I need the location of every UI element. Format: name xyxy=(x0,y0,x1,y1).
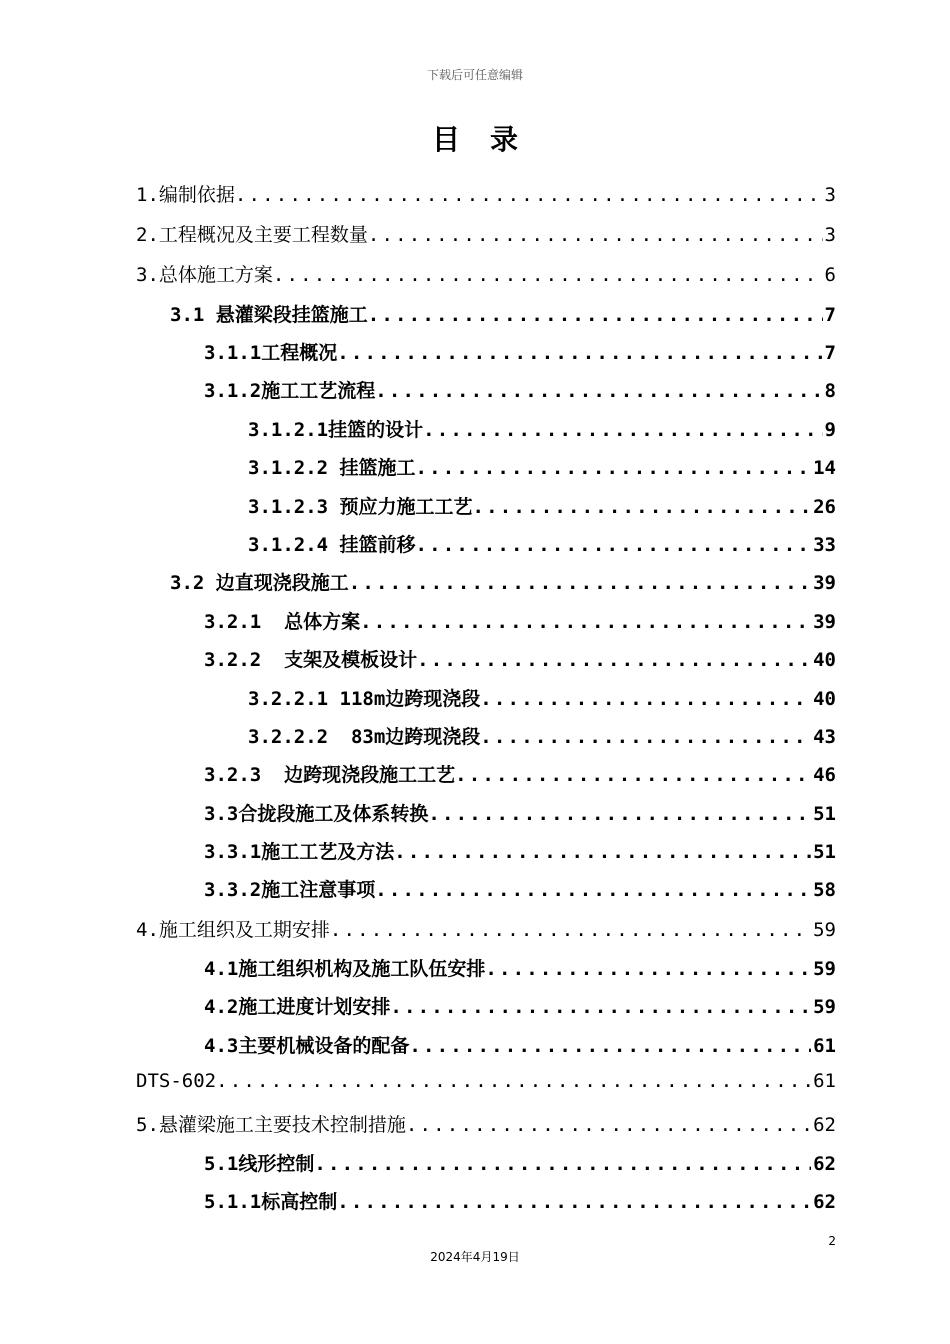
toc-leader xyxy=(416,457,812,479)
toc-entry-label: 3.1.2施工工艺流程 xyxy=(204,380,376,402)
toc-entry-page: 39 xyxy=(813,611,836,633)
toc-leader xyxy=(337,1191,811,1213)
toc-entry-label: 3.3合拢段施工及体系转换 xyxy=(204,803,429,825)
toc-entry-page: 7 xyxy=(824,342,836,364)
toc-entry-page: 61 xyxy=(813,1070,836,1092)
toc-entry[interactable] xyxy=(248,530,836,568)
toc-leader xyxy=(485,958,811,980)
toc-entry[interactable] xyxy=(204,992,836,1030)
toc-entry[interactable] xyxy=(136,180,836,218)
toc-entry-page: 26 xyxy=(813,496,836,518)
toc-entry-label: 3.3.1施工工艺及方法 xyxy=(204,841,395,863)
toc-entry-label: 3.2.2.2 83m边跨现浇段 xyxy=(248,726,481,748)
toc-entry-label: 3.2.2.1 118m边跨现浇段 xyxy=(248,688,481,710)
toc-entry[interactable] xyxy=(204,837,836,875)
toc-entry-label: 3.3.2施工注意事项 xyxy=(204,879,376,901)
toc-leader xyxy=(416,534,812,556)
toc-entry-page: 51 xyxy=(813,803,836,825)
toc-leader xyxy=(337,342,822,364)
toc-entry[interactable] xyxy=(136,260,836,298)
toc-entry-page: 62 xyxy=(813,1114,836,1136)
page-header: 下载后可任意编辑 xyxy=(426,68,523,82)
toc-leader xyxy=(473,496,812,518)
toc-leader xyxy=(375,879,811,901)
toc-leader xyxy=(480,726,811,748)
toc-leader xyxy=(409,1035,811,1057)
toc-entry-label: 5.悬灌梁施工主要技术控制措施 xyxy=(136,1114,406,1136)
toc-entry[interactable] xyxy=(204,338,836,376)
toc-entry-label: 3.1.1工程概况 xyxy=(204,342,338,364)
toc-entry-page: 59 xyxy=(813,919,836,941)
toc-entry-label: 4.2施工进度计划安排 xyxy=(204,996,391,1018)
toc-leader xyxy=(330,919,811,941)
toc-entry-label: 3.1.2.2 挂篮施工 xyxy=(248,457,416,479)
toc-entry[interactable] xyxy=(204,645,836,683)
toc-entry-label: 3.1.2.4 挂篮前移 xyxy=(248,534,416,556)
toc-entry-label: 4.3主要机械设备的配备 xyxy=(204,1035,410,1057)
toc-entry-page: 40 xyxy=(813,688,836,710)
toc-leader xyxy=(273,264,823,286)
toc-entry-label: 3.2.2 支架及模板设计 xyxy=(204,649,418,671)
toc-entry-page: 62 xyxy=(813,1153,836,1175)
toc-entry-label: 4.施工组织及工期安排 xyxy=(136,919,330,941)
toc-leader xyxy=(360,611,811,633)
toc-entry-label: 1.编制依据 xyxy=(136,184,235,206)
toc-entry-page: 46 xyxy=(813,764,836,786)
toc-entry[interactable] xyxy=(170,300,836,338)
toc-entry-page: 61 xyxy=(813,1035,836,1057)
toc-entry-page: 59 xyxy=(813,996,836,1018)
toc-leader xyxy=(423,419,822,441)
toc-entry-page: 43 xyxy=(813,726,836,748)
page-title: 目录 xyxy=(431,123,548,156)
toc-leader xyxy=(480,688,811,710)
toc-entry-page: 8 xyxy=(824,380,836,402)
toc-entry[interactable] xyxy=(204,607,836,645)
toc-entry-label: 2.工程概况及主要工程数量 xyxy=(136,224,368,246)
toc-leader xyxy=(390,996,811,1018)
toc-leader xyxy=(406,1114,811,1136)
toc-entry-page: 3 xyxy=(824,224,836,246)
toc-entry[interactable] xyxy=(248,684,836,722)
toc-entry[interactable] xyxy=(248,722,836,760)
toc-entry-page: 40 xyxy=(813,649,836,671)
toc-leader xyxy=(349,572,811,594)
toc-leader xyxy=(368,224,823,246)
toc-leader xyxy=(428,803,811,825)
toc-entry[interactable] xyxy=(204,799,836,837)
toc-entry-page: 33 xyxy=(813,534,836,556)
toc-entry-label: 3.1.2.3 预应力施工工艺 xyxy=(248,496,473,518)
toc-entry-page: 9 xyxy=(824,419,836,441)
toc-entry[interactable] xyxy=(204,1187,836,1225)
toc-entry[interactable] xyxy=(204,1031,836,1069)
toc-entry-page: 6 xyxy=(824,264,836,286)
toc-entry-label: 3.1 悬灌梁段挂篮施工 xyxy=(170,304,368,326)
toc-entry[interactable] xyxy=(170,568,836,606)
toc-entry[interactable] xyxy=(248,492,836,530)
page-number: 2 xyxy=(828,1234,836,1248)
toc-leader xyxy=(368,304,823,326)
toc-entry-label: 3.2.1 总体方案 xyxy=(204,611,361,633)
toc-leader xyxy=(216,1070,811,1092)
toc-leader xyxy=(235,184,823,206)
footer-date: 2024年4月19日 xyxy=(430,1250,520,1264)
toc-leader xyxy=(417,649,811,671)
toc-entry-label: 4.1施工组织机构及施工队伍安排 xyxy=(204,958,486,980)
toc-entry-label: 5.1.1标高控制 xyxy=(204,1191,338,1213)
toc-entry-page: 3 xyxy=(824,184,836,206)
toc-entry[interactable] xyxy=(136,220,836,258)
toc-entry-label: 3.2.3 边跨现浇段施工工艺 xyxy=(204,764,456,786)
toc-entry-page: 59 xyxy=(813,958,836,980)
toc-entry[interactable] xyxy=(204,875,836,913)
toc-entry-label: 3.2 边直现浇段施工 xyxy=(170,572,349,594)
toc-entry[interactable] xyxy=(136,915,836,953)
toc-leader xyxy=(394,841,811,863)
toc-entry-page: 7 xyxy=(824,304,836,326)
toc-entry-label: 3.1.2.1挂篮的设计 xyxy=(248,419,424,441)
toc-entry[interactable] xyxy=(204,954,836,992)
toc-entry-page: 62 xyxy=(813,1191,836,1213)
toc-entry[interactable] xyxy=(136,1110,836,1148)
toc-entry[interactable] xyxy=(204,1149,836,1187)
toc-entry-page: 51 xyxy=(813,841,836,863)
toc-entry-page: 39 xyxy=(813,572,836,594)
toc-entry[interactable] xyxy=(248,453,836,491)
toc-entry[interactable] xyxy=(136,1070,836,1108)
toc-entry-label: 3.总体施工方案 xyxy=(136,264,273,286)
toc-leader xyxy=(314,1153,811,1175)
toc-entry[interactable] xyxy=(248,415,836,453)
toc-entry[interactable] xyxy=(204,760,836,798)
toc-leader xyxy=(375,380,822,402)
toc-entry-label: DTS-602 xyxy=(136,1070,217,1092)
toc-entry-label: 5.1线形控制 xyxy=(204,1153,315,1175)
toc-entry-page: 14 xyxy=(813,457,836,479)
toc-leader xyxy=(455,764,811,786)
toc-entry-page: 58 xyxy=(813,879,836,901)
toc-entry[interactable] xyxy=(204,376,836,414)
